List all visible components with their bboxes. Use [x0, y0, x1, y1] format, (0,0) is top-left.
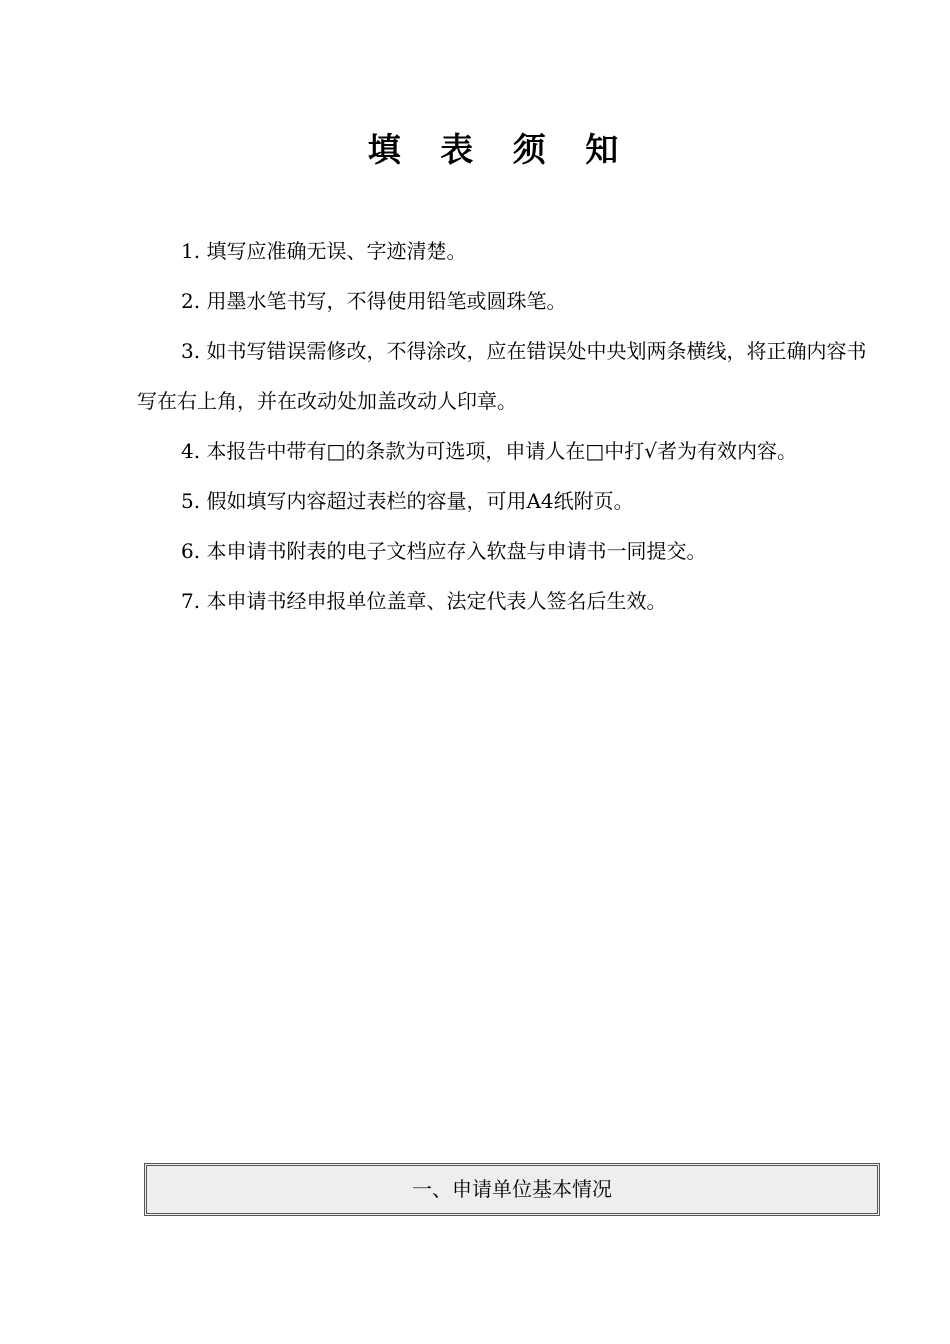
notice-item-5: 5. 假如填写内容超过表栏的容量，可用A4纸附页。 — [181, 489, 634, 513]
page-title: 填 表 须 知 — [367, 130, 633, 169]
notice-item-3: 3. 如书写错误需修改，不得涂改，应在错误处中央划两条横线，将正确内容书写在右上角，并在改动处加盖改动人印章。 — [137, 339, 867, 413]
notice-item-2: 2. 用墨水笔书写，不得使用铅笔或圆珠笔。 — [181, 289, 567, 313]
notice-item-7: 7. 本申请书经申报单位盖章、法定代表人签名后生效。 — [181, 589, 667, 613]
section-header-applicant-info: 一、申请单位基本情况 — [144, 1163, 880, 1216]
notice-item-1: 1. 填写应准确无误、字迹清楚。 — [181, 239, 467, 263]
notice-item-4: 4. 本报告中带有□的条款为可选项，申请人在□中打√者为有效内容。 — [181, 439, 797, 463]
notice-item-6: 6. 本申请书附表的电子文档应存入软盘与申请书一同提交。 — [181, 539, 707, 563]
notice-list — [137, 226, 872, 626]
